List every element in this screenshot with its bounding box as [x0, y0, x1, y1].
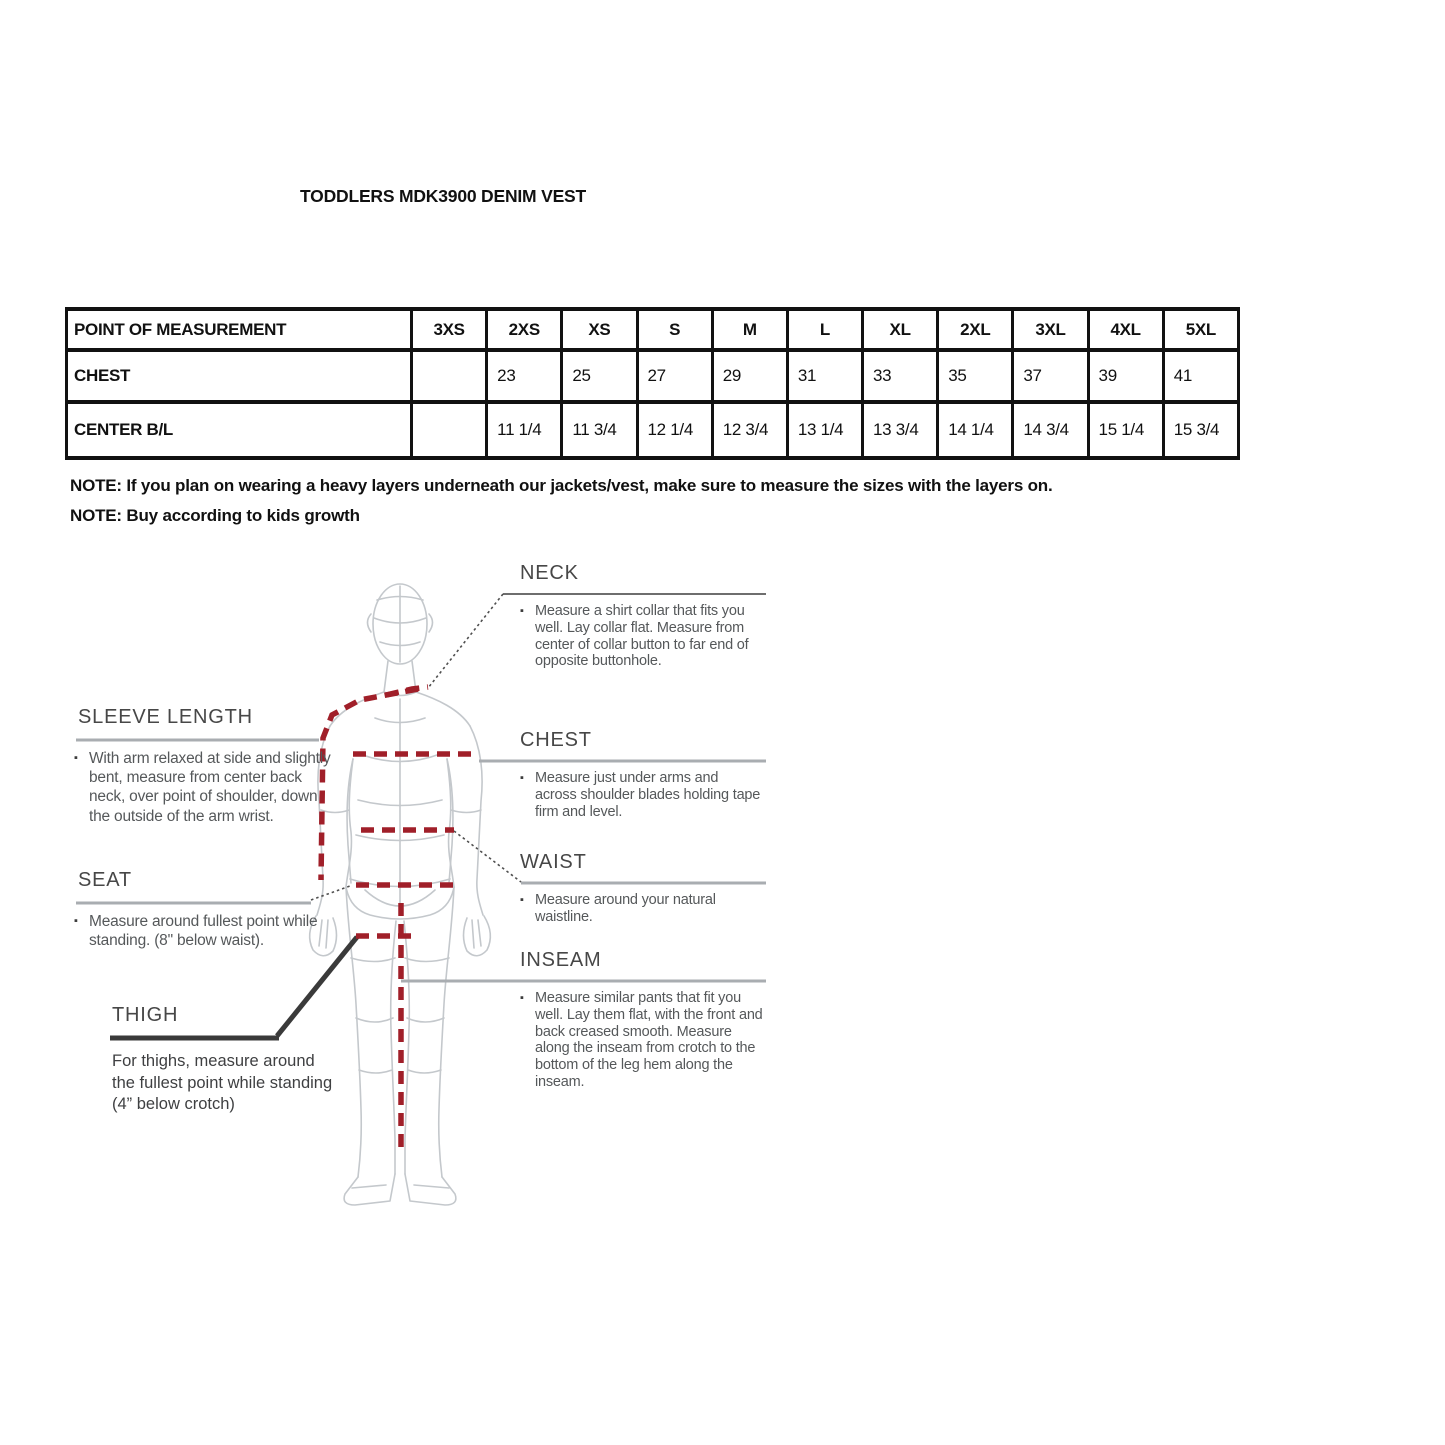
cell-center-b-l-xs: 11 3/4	[562, 402, 637, 458]
neck-heading: NECK	[520, 562, 579, 584]
col-header-m: M	[712, 309, 787, 350]
inseam-heading: INSEAM	[520, 949, 602, 971]
cell-center-b-l-4xl: 15 1/4	[1088, 402, 1163, 458]
size-chart-table	[65, 307, 1240, 460]
chest-heading: CHEST	[520, 729, 592, 751]
cell-center-b-l-s: 12 1/4	[637, 402, 712, 458]
cell-center-b-l-2xl: 14 1/4	[938, 402, 1013, 458]
sleeve-length-description: ▪ With arm relaxed at side and slightly bent, measure from center back neck, over point of shoulder, down the outside of the arm wrist.	[74, 749, 334, 826]
col-header-s: S	[637, 309, 712, 350]
cell-center-b-l-5xl: 15 3/4	[1163, 402, 1238, 458]
col-header-2xl: 2XL	[938, 309, 1013, 350]
sleeve-length-section	[78, 706, 253, 729]
cell-chest-3xs	[412, 350, 487, 402]
col-header-xs: XS	[562, 309, 637, 350]
measurement-diagram	[60, 548, 772, 1224]
cell-chest-s: 27	[637, 350, 712, 402]
size-chart-header	[67, 309, 1239, 350]
col-header-point-of-measurement: POINT OF MEASUREMENT	[67, 309, 412, 350]
sleeve-measure-line	[321, 689, 418, 880]
thigh-heading: THIGH	[112, 1004, 179, 1026]
col-header-xl: XL	[863, 309, 938, 350]
neck-description: ▪ Measure a shirt collar that fits you well. Lay collar flat. Measure from center of collar button to far end of opposite buttonhole.	[520, 603, 763, 670]
chest-section	[520, 729, 592, 752]
cell-chest-2xl: 35	[938, 350, 1013, 402]
size-chart-body	[67, 350, 1239, 458]
cell-center-b-l-m: 12 3/4	[712, 402, 787, 458]
cell-chest-m: 29	[712, 350, 787, 402]
cell-chest-xl: 33	[863, 350, 938, 402]
inseam-description: ▪ Measure similar pants that fit you well. Lay them flat, with the front and back creased smooth. Measure along the inseam from crotch to the bottom of the leg hem along the inseam.	[520, 990, 763, 1091]
row-label: CHEST	[67, 350, 412, 402]
waist-description: ▪ Measure around your natural waistline.	[520, 892, 763, 926]
col-header-5xl: 5XL	[1163, 309, 1238, 350]
col-header-l: L	[787, 309, 862, 350]
table-row-center-b-l	[67, 402, 1239, 458]
seat-section	[78, 869, 132, 892]
notes	[70, 471, 1053, 530]
note-line-2: NOTE: Buy according to kids growth	[70, 505, 360, 525]
cell-chest-3xl: 37	[1013, 350, 1088, 402]
thigh-section	[112, 1004, 178, 1027]
thigh-description: For thighs, measure around the fullest point while standing (4” below crotch)	[112, 1052, 333, 1113]
cell-center-b-l-xl: 13 3/4	[863, 402, 938, 458]
neck-leader-line	[428, 594, 503, 688]
cell-center-b-l-3xs	[412, 402, 487, 458]
cell-chest-5xl: 41	[1163, 350, 1238, 402]
waist-heading: WAIST	[520, 851, 587, 873]
col-header-3xl: 3XL	[1013, 309, 1088, 350]
sleeve-length-heading: SLEEVE LENGTH	[78, 706, 253, 728]
cell-chest-2xs: 23	[487, 350, 562, 402]
inseam-section	[520, 949, 601, 972]
seat-description: ▪ Measure around fullest point while standing. (8" below waist).	[74, 912, 334, 950]
col-header-3xs: 3XS	[412, 309, 487, 350]
col-header-4xl: 4XL	[1088, 309, 1163, 350]
cell-chest-l: 31	[787, 350, 862, 402]
note-line-1: NOTE: If you plan on wearing a heavy layers underneath our jackets/vest, make sure to measure the sizes with the layers on.	[70, 476, 1053, 495]
cell-chest-xs: 25	[562, 350, 637, 402]
thigh-leader-line	[277, 937, 357, 1036]
cell-center-b-l-l: 13 1/4	[787, 402, 862, 458]
cell-center-b-l-2xs: 11 1/4	[487, 402, 562, 458]
seat-heading: SEAT	[78, 869, 132, 891]
header-row	[67, 309, 1239, 350]
cell-center-b-l-3xl: 14 3/4	[1013, 402, 1088, 458]
waist-leader-line	[454, 831, 521, 882]
col-header-2xs: 2XS	[487, 309, 562, 350]
table-row-chest	[67, 350, 1239, 402]
page-title: TODDLERS MDK3900 DENIM VEST	[300, 186, 586, 206]
waist-section	[520, 851, 587, 874]
cell-chest-4xl: 39	[1088, 350, 1163, 402]
neck-section	[520, 562, 579, 585]
chest-description: ▪ Measure just under arms and across shoulder blades holding tape firm and level.	[520, 770, 763, 820]
seat-leader-line	[311, 886, 350, 900]
row-label: CENTER B/L	[67, 402, 412, 458]
